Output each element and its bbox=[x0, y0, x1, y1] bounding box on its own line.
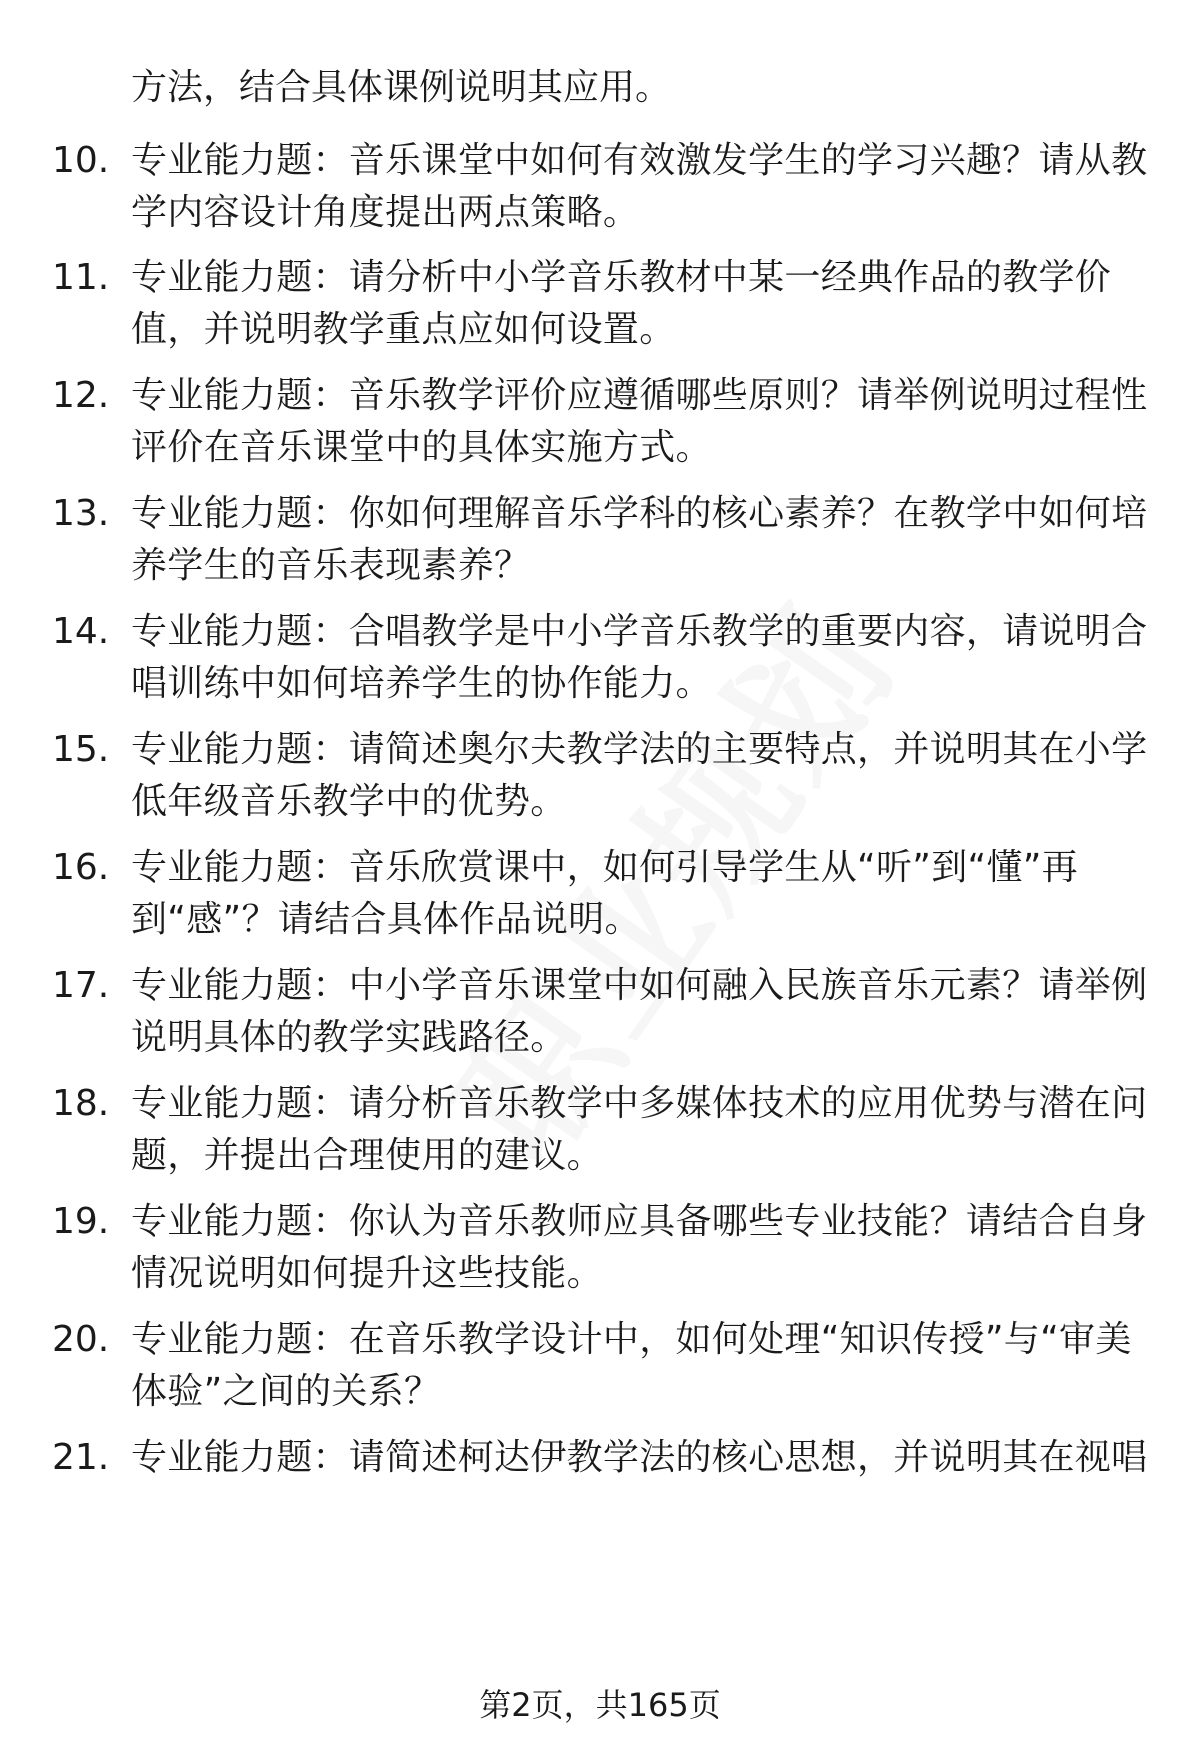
question-number: 11. bbox=[52, 257, 110, 298]
question-text: 专业能力题：在音乐教学设计中，如何处理“知识传授”与“审美体验”之间的关系？ bbox=[131, 1319, 1132, 1412]
question-text: 专业能力题：音乐欣赏课中，如何引导学生从“听”到“懂”再到“感”？请结合具体作品说明。 bbox=[131, 847, 1079, 940]
question-text: 专业能力题：音乐教学评价应遵循哪些原则？请举例说明过程性评价在音乐课堂中的具体实施方式。 bbox=[131, 375, 1148, 468]
question-number: 10. bbox=[52, 140, 110, 181]
question-number: 20. bbox=[52, 1319, 110, 1360]
question-number: 15. bbox=[52, 729, 110, 770]
question-number: 18. bbox=[52, 1083, 110, 1124]
question-text: 专业能力题：请分析音乐教学中多媒体技术的应用优势与潜在问题，并提出合理使用的建议。 bbox=[131, 1083, 1148, 1176]
question-number: 17. bbox=[52, 965, 110, 1006]
question-text: 专业能力题：音乐课堂中如何有效激发学生的学习兴趣？请从教学内容设计角度提出两点策略。 bbox=[131, 140, 1148, 233]
question-text: 专业能力题：你认为音乐教师应具备哪些专业技能？请结合自身情况说明如何提升这些技能。 bbox=[131, 1201, 1148, 1294]
question-number: 16. bbox=[52, 847, 110, 888]
question-text: 专业能力题：请简述奥尔夫教学法的主要特点，并说明其在小学低年级音乐教学中的优势。 bbox=[131, 729, 1148, 822]
question-number: 19. bbox=[52, 1201, 110, 1242]
question-number: 14. bbox=[52, 611, 110, 652]
question-number: 13. bbox=[52, 493, 110, 534]
page-footer: 第2页，共165页 bbox=[479, 1686, 721, 1724]
question-text: 专业能力题：你如何理解音乐学科的核心素养？在教学中如何培养学生的音乐表现素养？ bbox=[131, 493, 1148, 586]
question-number: 21. bbox=[52, 1437, 110, 1478]
question-text: 专业能力题：请简述柯达伊教学法的核心思想，并说明其在视唱 bbox=[131, 1437, 1148, 1478]
question-text: 专业能力题：合唱教学是中小学音乐教学的重要内容，请说明合唱训练中如何培养学生的协作能力。 bbox=[131, 611, 1148, 704]
question-text: 专业能力题：请分析中小学音乐教材中某一经典作品的教学价值，并说明教学重点应如何设置。 bbox=[131, 257, 1112, 350]
continuation-text: 方法，结合具体课例说明其应用。 bbox=[131, 67, 672, 108]
question-number: 12. bbox=[52, 375, 110, 416]
question-text: 专业能力题：中小学音乐课堂中如何融入民族音乐元素？请举例说明具体的教学实践路径。 bbox=[131, 965, 1148, 1058]
